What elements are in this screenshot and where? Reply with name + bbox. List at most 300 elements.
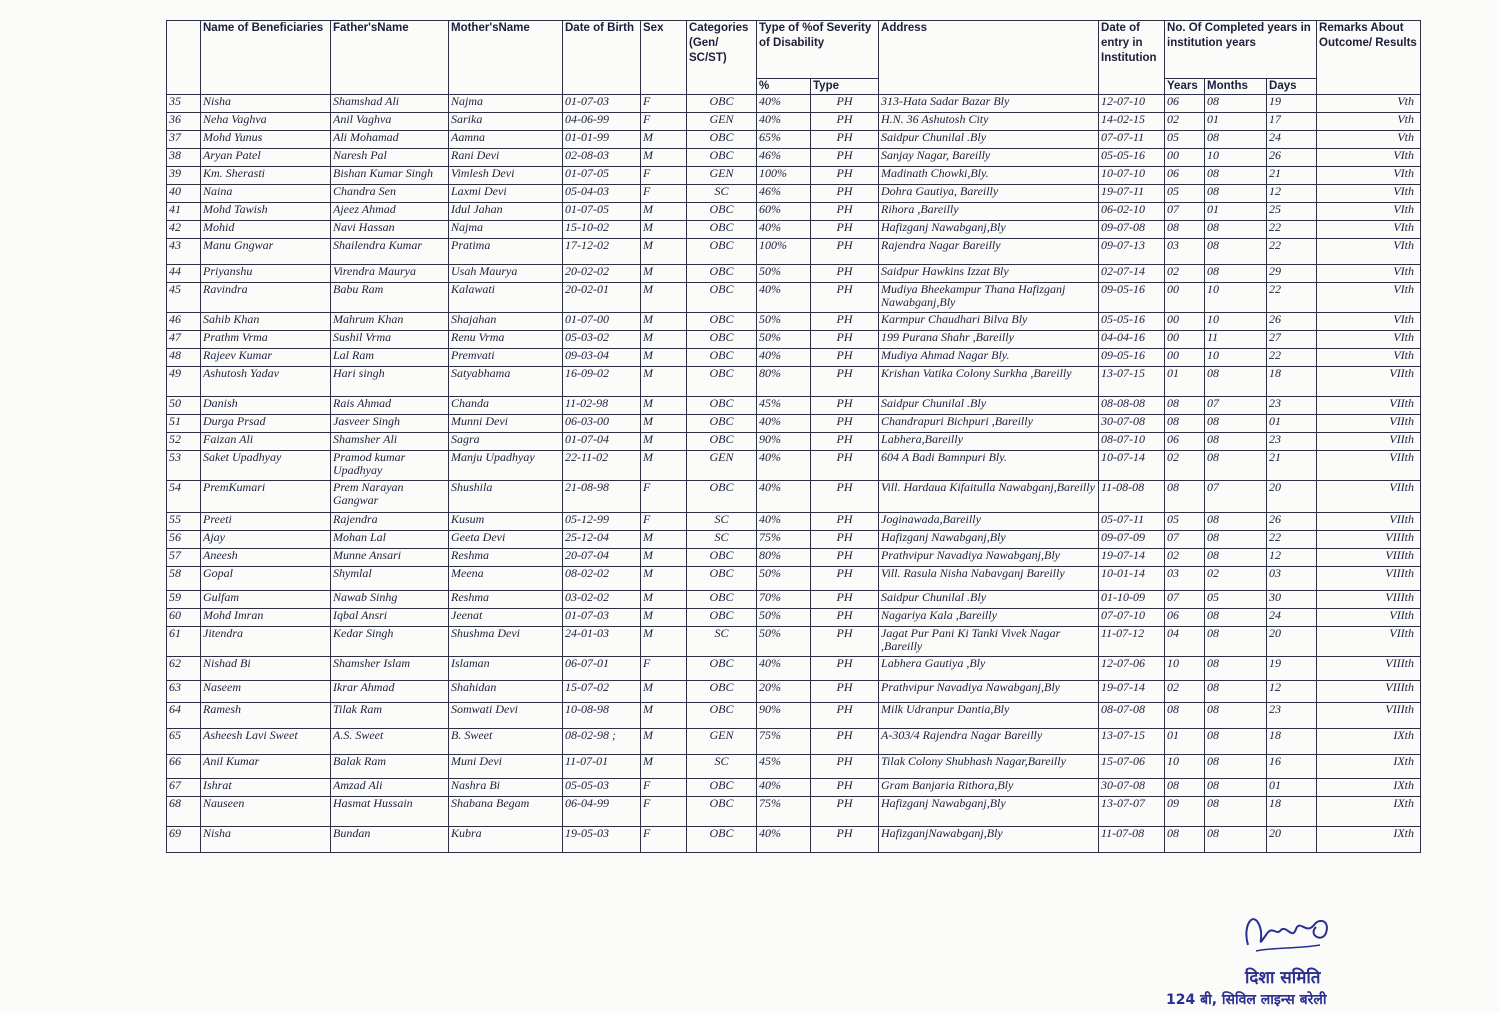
entry-date-cell: 05-07-11 <box>1099 513 1165 531</box>
name-cell: Ravindra <box>201 283 331 313</box>
entry-date-cell: 10-01-14 <box>1099 567 1165 591</box>
remarks-cell: VIIIth <box>1317 531 1421 549</box>
years-cell: 07 <box>1165 591 1205 609</box>
dob-cell: 19-05-03 <box>563 827 641 853</box>
remarks-cell: VIth <box>1317 203 1421 221</box>
sex-cell: F <box>641 481 687 513</box>
category-cell: OBC <box>687 481 757 513</box>
category-cell: OBC <box>687 703 757 729</box>
type-cell: PH <box>811 703 879 729</box>
sex-cell: M <box>641 729 687 755</box>
father-cell: Shamshad Ali <box>331 95 449 113</box>
category-cell: OBC <box>687 779 757 797</box>
percent-cell: 40% <box>757 779 811 797</box>
sex-cell: M <box>641 331 687 349</box>
sex-cell: F <box>641 513 687 531</box>
serial-cell: 65 <box>167 729 201 755</box>
category-cell: OBC <box>687 367 757 397</box>
months-cell: 08 <box>1205 131 1267 149</box>
serial-cell: 57 <box>167 549 201 567</box>
address-cell: Tilak Colony Shubhash Nagar,Bareilly <box>879 755 1099 779</box>
days-cell: 21 <box>1267 451 1317 481</box>
signature-mark <box>1236 905 1346 955</box>
percent-cell: 50% <box>757 567 811 591</box>
serial-cell: 56 <box>167 531 201 549</box>
sex-cell: F <box>641 827 687 853</box>
type-cell: PH <box>811 451 879 481</box>
months-cell: 08 <box>1205 549 1267 567</box>
name-cell: Prathm Vrma <box>201 331 331 349</box>
name-cell: Aryan Patel <box>201 149 331 167</box>
address-cell: Nagariya Kala ,Bareilly <box>879 609 1099 627</box>
dob-cell: 11-02-98 <box>563 397 641 415</box>
table-row <box>167 313 1421 331</box>
years-cell: 05 <box>1165 513 1205 531</box>
header-percent: % <box>757 79 811 95</box>
days-cell: 18 <box>1267 729 1317 755</box>
father-cell: Nawab Sinhg <box>331 591 449 609</box>
entry-date-cell: 09-07-08 <box>1099 221 1165 239</box>
remarks-cell: IXth <box>1317 729 1421 755</box>
percent-cell: 40% <box>757 827 811 853</box>
days-cell: 22 <box>1267 349 1317 367</box>
mother-cell: Idul Jahan <box>449 203 563 221</box>
address-cell: Saidpur Chunilal .Bly <box>879 397 1099 415</box>
mother-cell: Premvati <box>449 349 563 367</box>
days-cell: 30 <box>1267 591 1317 609</box>
name-cell: Naina <box>201 185 331 203</box>
table-row <box>167 627 1421 657</box>
percent-cell: 40% <box>757 415 811 433</box>
type-cell: PH <box>811 513 879 531</box>
serial-cell: 51 <box>167 415 201 433</box>
table-row <box>167 657 1421 681</box>
remarks-cell: IXth <box>1317 779 1421 797</box>
percent-cell: 90% <box>757 433 811 451</box>
header-days: Days <box>1267 79 1317 95</box>
mother-cell: Laxmi Devi <box>449 185 563 203</box>
serial-cell: 66 <box>167 755 201 779</box>
header-dob: Date of Birth <box>563 21 641 95</box>
entry-date-cell: 19-07-14 <box>1099 549 1165 567</box>
years-cell: 02 <box>1165 113 1205 131</box>
name-cell: Ashutosh Yadav <box>201 367 331 397</box>
remarks-cell: VIth <box>1317 349 1421 367</box>
name-cell: Nauseen <box>201 797 331 827</box>
months-cell: 08 <box>1205 167 1267 185</box>
dob-cell: 01-07-05 <box>563 167 641 185</box>
mother-cell: Satyabhama <box>449 367 563 397</box>
mother-cell: Najma <box>449 95 563 113</box>
sex-cell: M <box>641 313 687 331</box>
name-cell: Manu Gngwar <box>201 239 331 265</box>
months-cell: 07 <box>1205 397 1267 415</box>
days-cell: 23 <box>1267 433 1317 451</box>
category-cell: OBC <box>687 331 757 349</box>
mother-cell: Shabana Begam <box>449 797 563 827</box>
years-cell: 08 <box>1165 221 1205 239</box>
sex-cell: F <box>641 95 687 113</box>
percent-cell: 20% <box>757 681 811 703</box>
header-category: Categories (Gen/ SC/ST) <box>687 21 757 95</box>
header-months: Months <box>1205 79 1267 95</box>
remarks-cell: Vth <box>1317 95 1421 113</box>
sex-cell: M <box>641 591 687 609</box>
name-cell: Ajay <box>201 531 331 549</box>
dob-cell: 16-09-02 <box>563 367 641 397</box>
dob-cell: 25-12-04 <box>563 531 641 549</box>
category-cell: OBC <box>687 657 757 681</box>
category-cell: SC <box>687 531 757 549</box>
months-cell: 08 <box>1205 703 1267 729</box>
dob-cell: 06-07-01 <box>563 657 641 681</box>
mother-cell: Meena <box>449 567 563 591</box>
days-cell: 16 <box>1267 755 1317 779</box>
remarks-cell: VIIth <box>1317 367 1421 397</box>
remarks-cell: VIIth <box>1317 513 1421 531</box>
table-row <box>167 95 1421 113</box>
days-cell: 12 <box>1267 549 1317 567</box>
father-cell: Chandra Sen <box>331 185 449 203</box>
percent-cell: 75% <box>757 797 811 827</box>
percent-cell: 90% <box>757 703 811 729</box>
percent-cell: 50% <box>757 331 811 349</box>
father-cell: Ali Mohamad <box>331 131 449 149</box>
address-cell: Dohra Gautiya, Bareilly <box>879 185 1099 203</box>
sex-cell: M <box>641 549 687 567</box>
dob-cell: 08-02-02 <box>563 567 641 591</box>
serial-cell: 37 <box>167 131 201 149</box>
type-cell: PH <box>811 609 879 627</box>
mother-cell: Najma <box>449 221 563 239</box>
table-row <box>167 349 1421 367</box>
type-cell: PH <box>811 797 879 827</box>
percent-cell: 40% <box>757 349 811 367</box>
percent-cell: 46% <box>757 185 811 203</box>
months-cell: 08 <box>1205 755 1267 779</box>
table-row <box>167 203 1421 221</box>
entry-date-cell: 11-07-08 <box>1099 827 1165 853</box>
category-cell: GEN <box>687 729 757 755</box>
type-cell: PH <box>811 167 879 185</box>
address-cell: Mudiya Bheekampur Thana Hafizganj Nawabganj,Bly <box>879 283 1099 313</box>
address-cell: Saidpur Hawkins Izzat Bly <box>879 265 1099 283</box>
entry-date-cell: 08-08-08 <box>1099 397 1165 415</box>
category-cell: OBC <box>687 239 757 265</box>
table-row <box>167 779 1421 797</box>
days-cell: 20 <box>1267 627 1317 657</box>
days-cell: 26 <box>1267 513 1317 531</box>
percent-cell: 50% <box>757 609 811 627</box>
father-cell: Munne Ansari <box>331 549 449 567</box>
address-cell: Jagat Pur Pani Ki Tanki Vivek Nagar ,Bareilly <box>879 627 1099 657</box>
type-cell: PH <box>811 331 879 349</box>
table-row <box>167 397 1421 415</box>
type-cell: PH <box>811 239 879 265</box>
serial-cell: 45 <box>167 283 201 313</box>
percent-cell: 46% <box>757 149 811 167</box>
address-cell: 604 A Badi Bamnpuri Bly. <box>879 451 1099 481</box>
dob-cell: 05-04-03 <box>563 185 641 203</box>
table-body <box>167 95 1421 853</box>
category-cell: OBC <box>687 313 757 331</box>
remarks-cell: VIth <box>1317 149 1421 167</box>
sex-cell: M <box>641 221 687 239</box>
header-completed-years: No. Of Completed years in institution years <box>1165 21 1317 79</box>
months-cell: 08 <box>1205 415 1267 433</box>
entry-date-cell: 14-02-15 <box>1099 113 1165 131</box>
serial-cell: 35 <box>167 95 201 113</box>
serial-cell: 63 <box>167 681 201 703</box>
father-cell: Shailendra Kumar <box>331 239 449 265</box>
dob-cell: 05-03-02 <box>563 331 641 349</box>
entry-date-cell: 05-05-16 <box>1099 313 1165 331</box>
sex-cell: F <box>641 167 687 185</box>
category-cell: SC <box>687 627 757 657</box>
stamp-line-1: दिशा समिति <box>1245 968 1321 988</box>
mother-cell: Jeenat <box>449 609 563 627</box>
serial-cell: 43 <box>167 239 201 265</box>
percent-cell: 100% <box>757 239 811 265</box>
type-cell: PH <box>811 755 879 779</box>
table-row <box>167 185 1421 203</box>
days-cell: 18 <box>1267 367 1317 397</box>
address-cell: Labhera Gautiya ,Bly <box>879 657 1099 681</box>
address-cell: Joginawada,Bareilly <box>879 513 1099 531</box>
months-cell: 08 <box>1205 239 1267 265</box>
mother-cell: Usah Maurya <box>449 265 563 283</box>
serial-cell: 38 <box>167 149 201 167</box>
father-cell: Jasveer Singh <box>331 415 449 433</box>
months-cell: 08 <box>1205 609 1267 627</box>
father-cell: Rajendra <box>331 513 449 531</box>
name-cell: Nisha <box>201 827 331 853</box>
header-sex: Sex <box>641 21 687 95</box>
table-header <box>167 21 1421 95</box>
sex-cell: F <box>641 185 687 203</box>
years-cell: 06 <box>1165 609 1205 627</box>
category-cell: GEN <box>687 451 757 481</box>
serial-cell: 69 <box>167 827 201 853</box>
name-cell: Asheesh Lavi Sweet <box>201 729 331 755</box>
table-row <box>167 729 1421 755</box>
years-cell: 07 <box>1165 203 1205 221</box>
table-row <box>167 131 1421 149</box>
type-cell: PH <box>811 185 879 203</box>
remarks-cell: IXth <box>1317 827 1421 853</box>
header-disability: Type of %of Severity of Disability <box>757 21 879 79</box>
years-cell: 00 <box>1165 349 1205 367</box>
days-cell: 25 <box>1267 203 1317 221</box>
type-cell: PH <box>811 221 879 239</box>
months-cell: 08 <box>1205 367 1267 397</box>
days-cell: 27 <box>1267 331 1317 349</box>
sex-cell: M <box>641 149 687 167</box>
days-cell: 03 <box>1267 567 1317 591</box>
serial-cell: 61 <box>167 627 201 657</box>
sex-cell: F <box>641 113 687 131</box>
dob-cell: 10-08-98 <box>563 703 641 729</box>
years-cell: 04 <box>1165 627 1205 657</box>
dob-cell: 09-03-04 <box>563 349 641 367</box>
months-cell: 07 <box>1205 481 1267 513</box>
address-cell: Milk Udranpur Dantia,Bly <box>879 703 1099 729</box>
table-row <box>167 531 1421 549</box>
sex-cell: M <box>641 283 687 313</box>
category-cell: OBC <box>687 131 757 149</box>
months-cell: 08 <box>1205 827 1267 853</box>
mother-cell: Pratima <box>449 239 563 265</box>
type-cell: PH <box>811 397 879 415</box>
father-cell: Sushil Vrma <box>331 331 449 349</box>
entry-date-cell: 10-07-14 <box>1099 451 1165 481</box>
type-cell: PH <box>811 681 879 703</box>
father-cell: Kedar Singh <box>331 627 449 657</box>
table-row <box>167 513 1421 531</box>
table-row <box>167 549 1421 567</box>
category-cell: OBC <box>687 591 757 609</box>
type-cell: PH <box>811 131 879 149</box>
category-cell: OBC <box>687 95 757 113</box>
type-cell: PH <box>811 349 879 367</box>
mother-cell: Vimlesh Devi <box>449 167 563 185</box>
sex-cell: M <box>641 755 687 779</box>
dob-cell: 01-07-03 <box>563 95 641 113</box>
name-cell: Saket Upadhyay <box>201 451 331 481</box>
table-row <box>167 681 1421 703</box>
category-cell: SC <box>687 755 757 779</box>
entry-date-cell: 08-07-10 <box>1099 433 1165 451</box>
percent-cell: 40% <box>757 221 811 239</box>
days-cell: 19 <box>1267 95 1317 113</box>
father-cell: Bundan <box>331 827 449 853</box>
entry-date-cell: 19-07-14 <box>1099 681 1165 703</box>
header-type: Type <box>811 79 879 95</box>
table-row <box>167 283 1421 313</box>
years-cell: 02 <box>1165 265 1205 283</box>
months-cell: 08 <box>1205 513 1267 531</box>
category-cell: OBC <box>687 415 757 433</box>
percent-cell: 40% <box>757 451 811 481</box>
remarks-cell: VIIth <box>1317 481 1421 513</box>
type-cell: PH <box>811 203 879 221</box>
entry-date-cell: 10-07-10 <box>1099 167 1165 185</box>
years-cell: 10 <box>1165 755 1205 779</box>
dob-cell: 03-02-02 <box>563 591 641 609</box>
mother-cell: Kalawati <box>449 283 563 313</box>
dob-cell: 04-06-99 <box>563 113 641 131</box>
serial-cell: 48 <box>167 349 201 367</box>
months-cell: 01 <box>1205 113 1267 131</box>
remarks-cell: VIth <box>1317 239 1421 265</box>
dob-cell: 22-11-02 <box>563 451 641 481</box>
sex-cell: M <box>641 349 687 367</box>
remarks-cell: VIIIth <box>1317 567 1421 591</box>
years-cell: 01 <box>1165 729 1205 755</box>
years-cell: 03 <box>1165 567 1205 591</box>
percent-cell: 80% <box>757 367 811 397</box>
percent-cell: 60% <box>757 203 811 221</box>
type-cell: PH <box>811 481 879 513</box>
name-cell: Mohd Tawish <box>201 203 331 221</box>
days-cell: 23 <box>1267 397 1317 415</box>
category-cell: OBC <box>687 397 757 415</box>
mother-cell: Aamna <box>449 131 563 149</box>
name-cell: Mohd Yunus <box>201 131 331 149</box>
entry-date-cell: 07-07-11 <box>1099 131 1165 149</box>
serial-cell: 53 <box>167 451 201 481</box>
table-row <box>167 239 1421 265</box>
remarks-cell: VIIth <box>1317 451 1421 481</box>
name-cell: Gopal <box>201 567 331 591</box>
remarks-cell: VIth <box>1317 313 1421 331</box>
address-cell: Madinath Chowki,Bly. <box>879 167 1099 185</box>
days-cell: 24 <box>1267 131 1317 149</box>
entry-date-cell: 11-07-12 <box>1099 627 1165 657</box>
months-cell: 08 <box>1205 779 1267 797</box>
father-cell: Mahrum Khan <box>331 313 449 331</box>
dob-cell: 20-02-01 <box>563 283 641 313</box>
sex-cell: F <box>641 797 687 827</box>
dob-cell: 15-07-02 <box>563 681 641 703</box>
years-cell: 08 <box>1165 779 1205 797</box>
percent-cell: 75% <box>757 531 811 549</box>
entry-date-cell: 12-07-10 <box>1099 95 1165 113</box>
dob-cell: 05-12-99 <box>563 513 641 531</box>
name-cell: Sahib Khan <box>201 313 331 331</box>
category-cell: SC <box>687 513 757 531</box>
remarks-cell: VIth <box>1317 331 1421 349</box>
serial-cell: 60 <box>167 609 201 627</box>
name-cell: Ramesh <box>201 703 331 729</box>
serial-cell: 49 <box>167 367 201 397</box>
name-cell: Neha Vaghva <box>201 113 331 131</box>
sex-cell: M <box>641 703 687 729</box>
header-years: Years <box>1165 79 1205 95</box>
entry-date-cell: 13-07-07 <box>1099 797 1165 827</box>
mother-cell: Reshma <box>449 549 563 567</box>
years-cell: 05 <box>1165 185 1205 203</box>
name-cell: Nishad Bi <box>201 657 331 681</box>
name-cell: Nisha <box>201 95 331 113</box>
months-cell: 01 <box>1205 203 1267 221</box>
remarks-cell: IXth <box>1317 755 1421 779</box>
years-cell: 02 <box>1165 451 1205 481</box>
entry-date-cell: 15-07-06 <box>1099 755 1165 779</box>
years-cell: 06 <box>1165 95 1205 113</box>
entry-date-cell: 09-07-09 <box>1099 531 1165 549</box>
months-cell: 08 <box>1205 451 1267 481</box>
serial-cell: 68 <box>167 797 201 827</box>
percent-cell: 40% <box>757 481 811 513</box>
category-cell: OBC <box>687 349 757 367</box>
serial-cell: 62 <box>167 657 201 681</box>
entry-date-cell: 09-05-16 <box>1099 349 1165 367</box>
type-cell: PH <box>811 657 879 681</box>
dob-cell: 06-04-99 <box>563 797 641 827</box>
mother-cell: Somwati Devi <box>449 703 563 729</box>
days-cell: 22 <box>1267 239 1317 265</box>
serial-cell: 54 <box>167 481 201 513</box>
serial-cell: 50 <box>167 397 201 415</box>
entry-date-cell: 30-07-08 <box>1099 779 1165 797</box>
sex-cell: M <box>641 397 687 415</box>
serial-cell: 67 <box>167 779 201 797</box>
remarks-cell: VIIth <box>1317 415 1421 433</box>
mother-cell: B. Sweet <box>449 729 563 755</box>
category-cell: SC <box>687 185 757 203</box>
type-cell: PH <box>811 367 879 397</box>
